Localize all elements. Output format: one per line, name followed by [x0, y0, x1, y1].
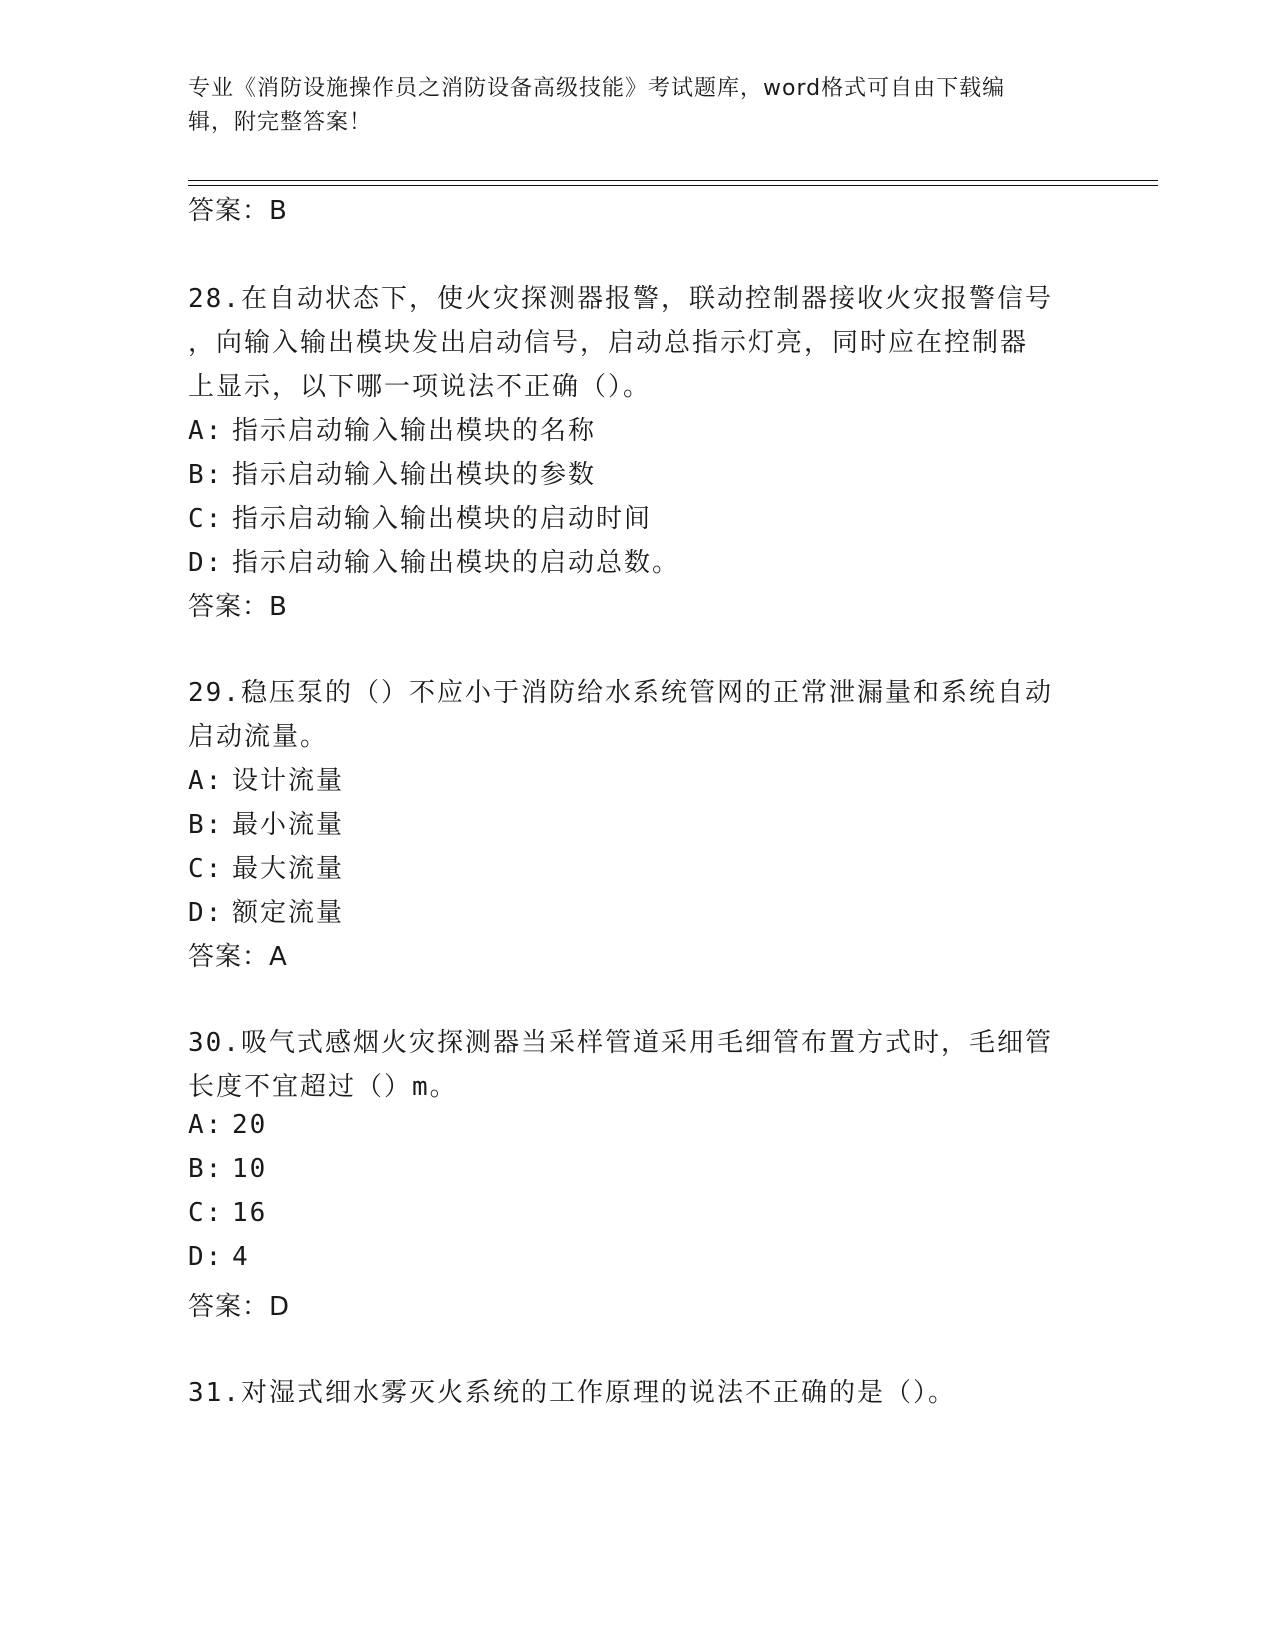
- q29-option-c: [188, 848, 344, 885]
- option-label: C:: [188, 504, 224, 534]
- q29-option-d: [188, 892, 344, 929]
- option-text: 最大流量: [232, 854, 345, 884]
- option-label: C:: [188, 1198, 224, 1228]
- option-text: 16: [232, 1198, 268, 1228]
- q28-text-line-1: 28.在自动状态下，使火灾探测器报警，联动控制器接收火灾报警信号: [188, 284, 1053, 314]
- header-rule-bottom: [188, 185, 1158, 186]
- option-label: A:: [188, 1110, 224, 1140]
- option-label: B:: [188, 1154, 224, 1184]
- option-label: D:: [188, 1242, 224, 1272]
- q30-option-d: [188, 1242, 250, 1272]
- header-line-2: 辑，附完整答案！: [188, 110, 373, 135]
- option-text: 设计流量: [232, 766, 345, 796]
- q28-answer: 答案：B: [188, 592, 288, 622]
- option-text: 20: [232, 1110, 268, 1140]
- option-text: 指示启动输入输出模块的参数: [232, 460, 597, 490]
- q29-option-a: [188, 760, 344, 797]
- option-label: C:: [188, 854, 224, 884]
- answer-prev: 答案：B: [188, 196, 288, 226]
- q28-option-b: [188, 454, 596, 491]
- option-text: 指示启动输入输出模块的启动总数。: [232, 548, 681, 578]
- q30-option-c: [188, 1198, 267, 1228]
- option-label: A:: [188, 416, 224, 446]
- option-label: B:: [188, 810, 224, 840]
- q29-option-b: [188, 804, 344, 841]
- header-line-1: 专业《消防设施操作员之消防设备高级技能》考试题库，word格式可自由下载编: [188, 76, 1006, 101]
- option-label: B:: [188, 460, 224, 490]
- q28-option-c: [188, 498, 652, 535]
- option-text: 4: [232, 1242, 250, 1272]
- q30-answer: 答案：D: [188, 1292, 291, 1322]
- q30-option-a: [188, 1110, 267, 1140]
- q29-text-line-1: 29.稳压泵的（）不应小于消防给水系统管网的正常泄漏量和系统自动: [188, 678, 1053, 708]
- option-text: 指示启动输入输出模块的名称: [232, 416, 597, 446]
- option-text: 额定流量: [232, 898, 345, 928]
- q29-answer: 答案：A: [188, 942, 288, 972]
- option-label: D:: [188, 548, 224, 578]
- q28-option-d: [188, 542, 680, 579]
- q29-text-line-2: 启动流量。: [188, 722, 329, 752]
- q31-text-line-1: 31.对湿式细水雾灭火系统的工作原理的说法不正确的是（）。: [188, 1378, 956, 1408]
- option-label: D:: [188, 898, 224, 928]
- header-rule-top: [188, 180, 1158, 181]
- option-text: 指示启动输入输出模块的启动时间: [232, 504, 653, 534]
- header-note: [188, 72, 1088, 140]
- q28-text-line-2: ，向输入输出模块发出启动信号，启动总指示灯亮，同时应在控制器: [188, 328, 1029, 358]
- q30-text-line-1: 30.吸气式感烟火灾探测器当采样管道采用毛细管布置方式时，毛细管: [188, 1028, 1053, 1058]
- q28-option-a: [188, 410, 596, 447]
- q28-text-line-3: 上显示，以下哪一项说法不正确（）。: [188, 372, 652, 402]
- q30-text-line-2: 长度不宜超过（）m。: [188, 1072, 458, 1102]
- option-text: 最小流量: [232, 810, 345, 840]
- q30-option-b: [188, 1154, 267, 1184]
- option-text: 10: [232, 1154, 268, 1184]
- option-label: A:: [188, 766, 224, 796]
